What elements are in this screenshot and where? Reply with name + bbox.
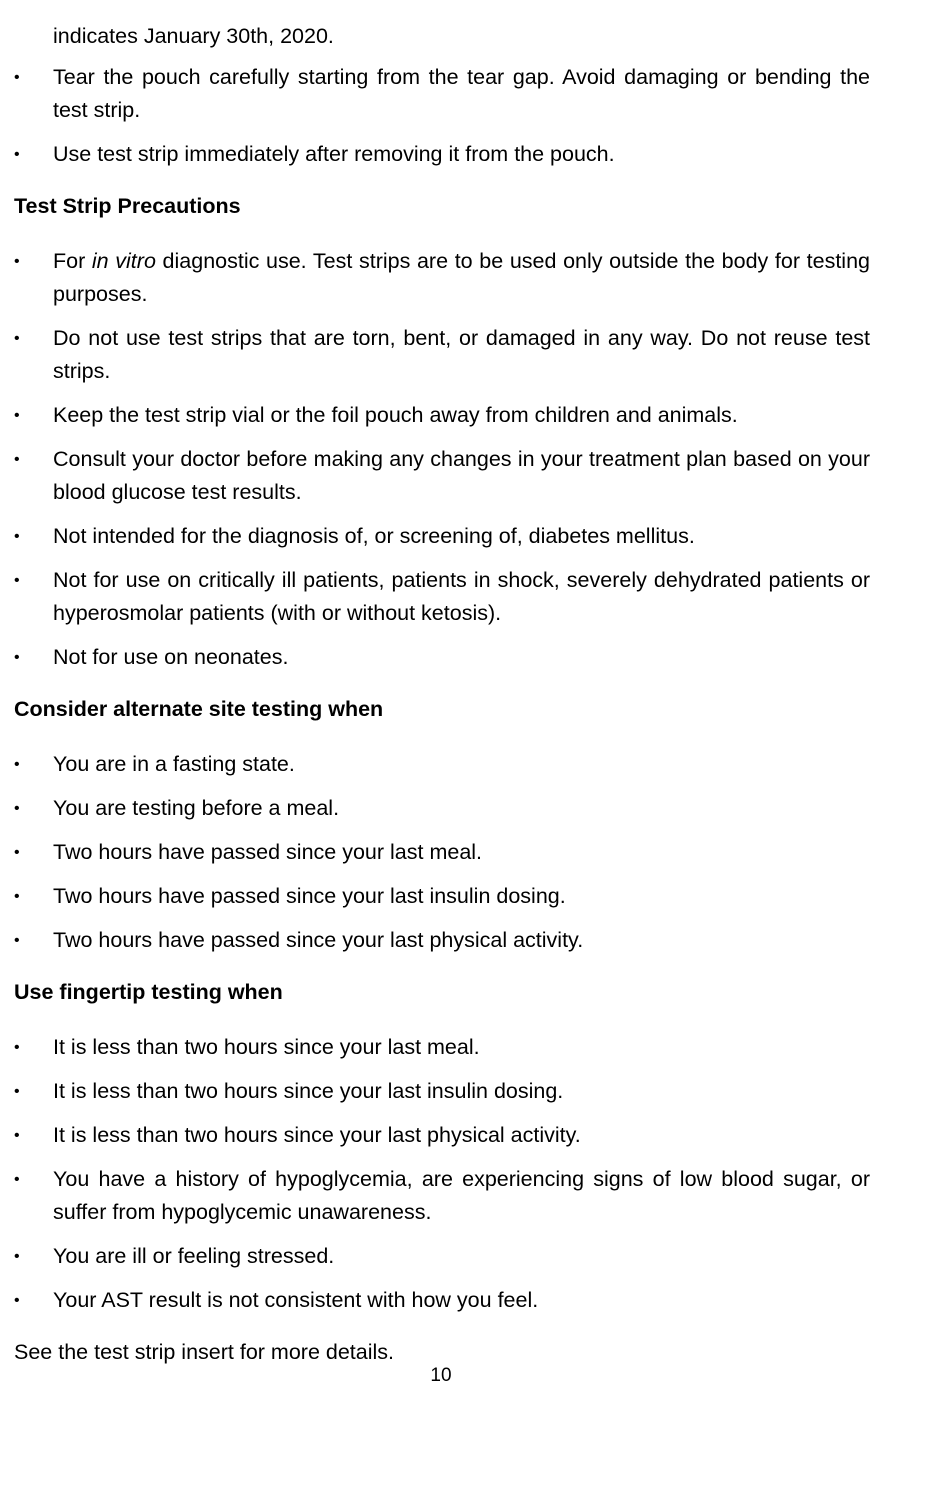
bullet-icon: • [14, 1083, 20, 1100]
list-item-text-suffix: diagnostic use. Test strips are to be used only outside the body for testing purposes. [53, 249, 871, 306]
italic-term: in vitro [91, 249, 156, 273]
list-item [14, 836, 870, 869]
list-item [14, 880, 870, 913]
page-content [14, 20, 870, 1369]
list-item [14, 245, 870, 311]
intro-bullet-list [14, 61, 870, 171]
list-item [14, 1075, 870, 1108]
list-item-text: It is less than two hours since your last meal. [53, 1035, 480, 1059]
list-item-text: Two hours have passed since your last meal. [53, 840, 483, 864]
list-item [14, 61, 870, 127]
list-item [14, 1240, 870, 1273]
list-item [14, 564, 870, 630]
list-item-text: Keep the test strip vial or the foil pouch away from children and animals. [53, 403, 738, 427]
list-item [14, 138, 870, 171]
list-item [14, 792, 870, 825]
list-item-text: Use test strip immediately after removing it from the pouch. [53, 142, 615, 166]
bullet-icon: • [14, 572, 20, 589]
bullet-icon: • [14, 146, 20, 163]
list-item [14, 748, 870, 781]
bullet-icon: • [14, 451, 20, 468]
continued-text: indicates January 30th, 2020. [53, 24, 334, 48]
list-item [14, 1031, 870, 1064]
list-item [14, 1119, 870, 1152]
list-item-text: Not for use on critically ill patients, patients in shock, severely dehydrated patients or hyperosmolar patients (with or without ketosis). [53, 568, 870, 625]
bullet-icon: • [14, 253, 20, 270]
bullet-icon: • [14, 528, 20, 545]
list-item-text: Two hours have passed since your last physical activity. [53, 928, 584, 952]
alternate-site-list [14, 748, 870, 957]
list-item-text: Your AST result is not consistent with how you feel. [53, 1288, 539, 1312]
list-item-text: Tear the pouch carefully starting from the tear gap. Avoid damaging or bending the test strip. [53, 65, 870, 122]
list-item-text: Not for use on neonates. [53, 645, 289, 669]
bullet-icon: • [14, 844, 20, 861]
list-item-text: It is less than two hours since your last insulin dosing. [53, 1079, 564, 1103]
list-item [14, 399, 870, 432]
page-number: 10 [430, 1365, 452, 1386]
bullet-icon: • [14, 756, 20, 773]
list-item-text [53, 249, 870, 306]
list-item [14, 641, 870, 674]
list-item-text: Not intended for the diagnosis of, or screening of, diabetes mellitus. [53, 524, 695, 548]
list-item [14, 924, 870, 957]
closing-text: See the test strip insert for more details. [14, 1340, 394, 1364]
list-item-text: You are in a fasting state. [53, 752, 295, 776]
precautions-list [14, 245, 870, 674]
bullet-icon: • [14, 1171, 20, 1188]
list-item-text: You have a history of hypoglycemia, are experiencing signs of low blood sugar, or suffer from hypoglycemic unawareness. [53, 1167, 870, 1224]
bullet-icon: • [14, 1248, 20, 1265]
list-item [14, 1284, 870, 1317]
list-item-text: Do not use test strips that are torn, bent, or damaged in any way. Do not reuse test strips. [53, 326, 870, 383]
list-item-text: You are ill or feeling stressed. [53, 1244, 335, 1268]
list-item-text: Consult your doctor before making any changes in your treatment plan based on your blood glucose test results. [53, 447, 870, 504]
bullet-icon: • [14, 1039, 20, 1056]
list-item-text-prefix: For [53, 249, 92, 273]
bullet-icon: • [14, 69, 20, 86]
alternate-site-heading: Consider alternate site testing when [14, 697, 384, 721]
fingertip-heading: Use fingertip testing when [14, 980, 283, 1004]
bullet-icon: • [14, 649, 20, 666]
bullet-icon: • [14, 800, 20, 817]
bullet-icon: • [14, 932, 20, 949]
fingertip-list [14, 1031, 870, 1317]
bullet-icon: • [14, 888, 20, 905]
list-item-text: It is less than two hours since your last physical activity. [53, 1123, 581, 1147]
list-item-text: You are testing before a meal. [53, 796, 340, 820]
list-item [14, 520, 870, 553]
bullet-icon: • [14, 1127, 20, 1144]
list-item [14, 443, 870, 509]
precautions-heading: Test Strip Precautions [14, 194, 241, 218]
bullet-icon: • [14, 1292, 20, 1309]
bullet-icon: • [14, 330, 20, 347]
list-item [14, 322, 870, 388]
bullet-icon: • [14, 407, 20, 424]
list-item-text: Two hours have passed since your last insulin dosing. [53, 884, 566, 908]
list-item [14, 1163, 870, 1229]
